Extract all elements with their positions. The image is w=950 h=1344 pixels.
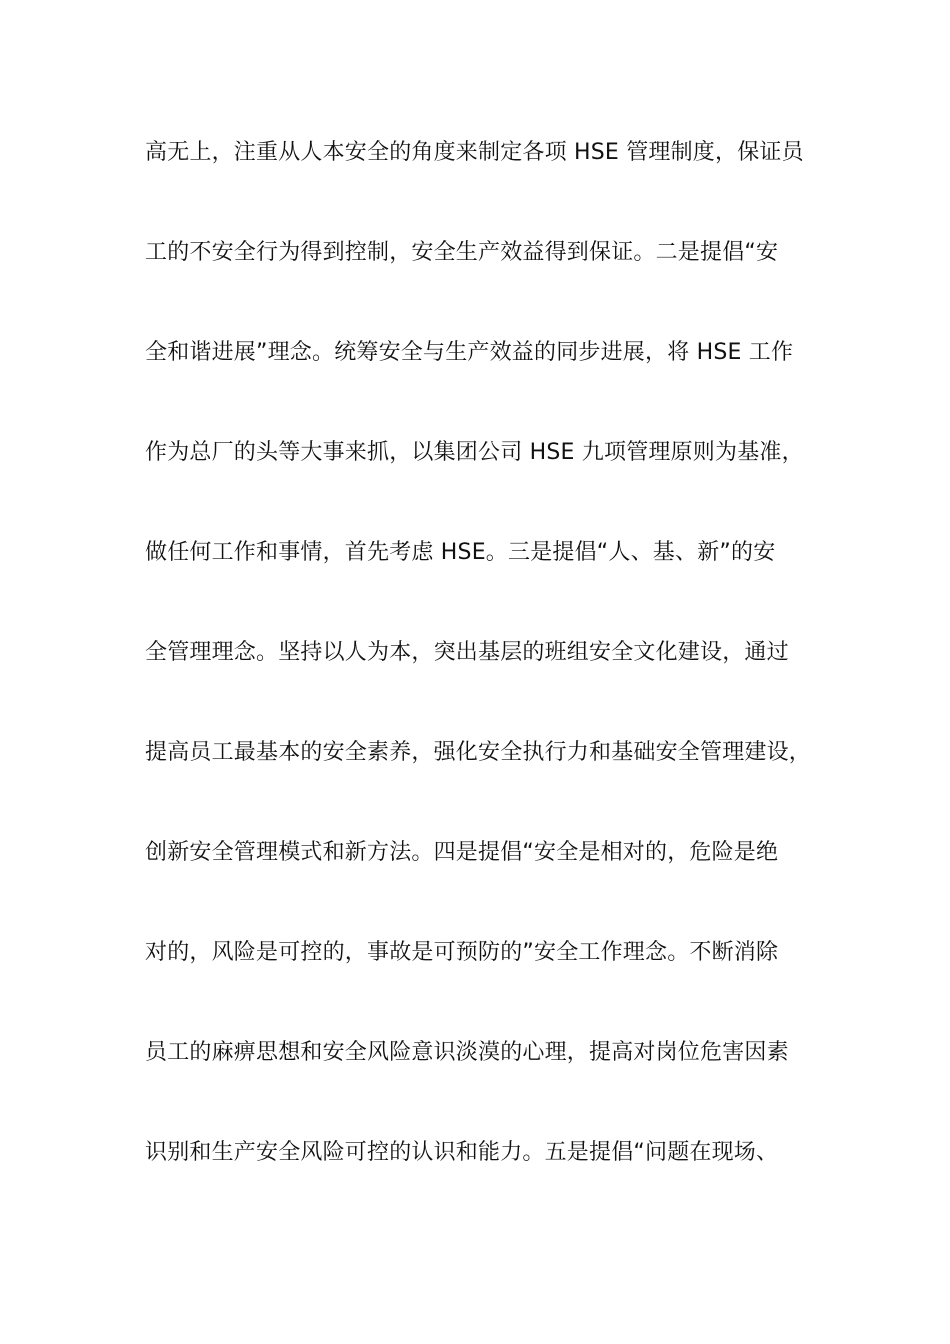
text-line-1: 高无上，注重从人本安全的角度来制定各项 HSE 管理制度，保证员 [145, 140, 804, 165]
body-text [145, 130, 825, 1230]
text-line-10: 员工的麻痹思想和安全风险意识淡漠的心理，提高对岗位危害因素 [145, 1040, 789, 1065]
text-line-5: 做任何工作和事情，首先考虑 HSE。三是提倡“人、基、新”的安 [145, 540, 776, 565]
text-line-6: 全管理理念。坚持以人为本，突出基层的班组安全文化建设，通过 [145, 640, 789, 665]
text-line-2: 工的不安全行为得到控制，安全生产效益得到保证。二是提倡“安 [145, 240, 779, 265]
text-line-11: 识别和生产安全风险可控的认识和能力。五是提倡“问题在现场、 [145, 1140, 779, 1165]
text-line-4: 作为总厂的头等大事来抓，以集团公司 HSE 九项管理原则为基准， [145, 440, 804, 465]
text-line-8: 创新安全管理模式和新方法。四是提倡“安全是相对的，危险是绝 [145, 840, 779, 865]
text-line-9: 对的，风险是可控的，事故是可预防的”安全工作理念。不断消除 [145, 940, 779, 965]
text-line-3: 全和谐进展”理念。统筹安全与生产效益的同步进展，将 HSE 工作 [145, 340, 794, 365]
text-line-7: 提高员工最基本的安全素养，强化安全执行力和基础安全管理建设， [145, 740, 812, 765]
